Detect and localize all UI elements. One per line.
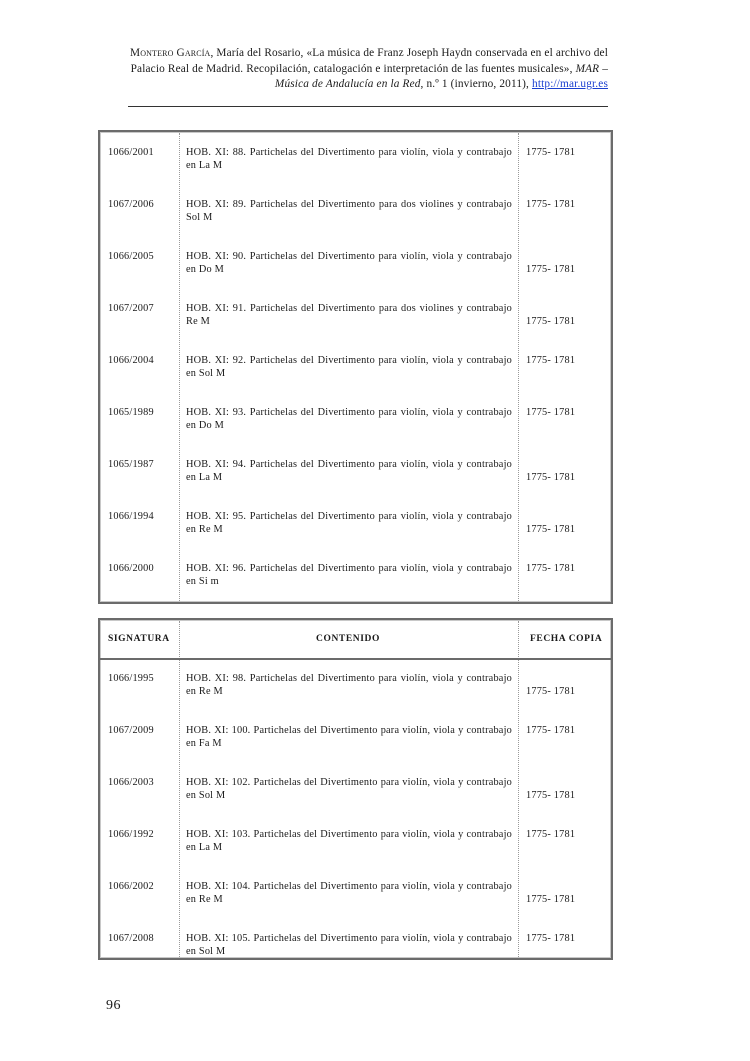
table-row bbox=[100, 406, 611, 458]
signatura-cell: 1066/1992 bbox=[108, 829, 154, 840]
table-row bbox=[100, 250, 611, 302]
journal-link[interactable]: http://mar.ugr.es bbox=[532, 78, 608, 90]
signatura-cell: 1065/1987 bbox=[108, 459, 154, 470]
table-row bbox=[100, 724, 611, 776]
author-surname: Montero García bbox=[130, 47, 211, 59]
fecha-copia-cell: 1775- 1781 bbox=[526, 264, 576, 275]
contenido-cell: HOB. XI: 91. Partichelas del Divertimento para dos violines y contrabajo Re M bbox=[186, 303, 512, 328]
contenido-cell: HOB. XI: 104. Partichelas del Divertimento para violín, viola y contrabajo en Re M bbox=[186, 881, 512, 906]
fecha-copia-cell: 1775- 1781 bbox=[526, 933, 576, 944]
table-row bbox=[100, 354, 611, 406]
signatura-cell: 1067/2009 bbox=[108, 725, 154, 736]
contenido-cell: HOB. XI: 100. Partichelas del Divertimento para violín, viola y contrabajo en Fa M bbox=[186, 725, 512, 750]
fecha-copia-cell: 1775- 1781 bbox=[526, 790, 576, 801]
catalog-table bbox=[98, 618, 613, 960]
catalog-table-continued bbox=[98, 130, 613, 604]
table-row bbox=[100, 672, 611, 724]
contenido-cell: HOB. XI: 93. Partichelas del Divertimento para violín, viola y contrabajo en Do M bbox=[186, 407, 512, 432]
issue-info: , n.º 1 (invierno, 2011), bbox=[420, 78, 533, 90]
signatura-cell: 1066/2005 bbox=[108, 251, 154, 262]
table-row bbox=[100, 146, 611, 198]
fecha-copia-cell: 1775- 1781 bbox=[526, 199, 576, 210]
table-row bbox=[100, 932, 611, 984]
signatura-cell: 1066/2000 bbox=[108, 563, 154, 574]
fecha-copia-cell: 1775- 1781 bbox=[526, 472, 576, 483]
signatura-cell: 1067/2007 bbox=[108, 303, 154, 314]
signatura-cell: 1066/2003 bbox=[108, 777, 154, 788]
contenido-cell: HOB. XI: 95. Partichelas del Divertimento para violín, viola y contrabajo en Re M bbox=[186, 511, 512, 536]
fecha-copia-cell: 1775- 1781 bbox=[526, 355, 576, 366]
signatura-cell: 1066/2004 bbox=[108, 355, 154, 366]
fecha-copia-cell: 1775- 1781 bbox=[526, 725, 576, 736]
fecha-copia-cell: 1775- 1781 bbox=[526, 894, 576, 905]
fecha-copia-cell: 1775- 1781 bbox=[526, 147, 576, 158]
fecha-copia-cell: 1775- 1781 bbox=[526, 407, 576, 418]
table-row bbox=[100, 562, 611, 614]
table-row bbox=[100, 510, 611, 562]
contenido-cell: HOB. XI: 89. Partichelas del Divertimento para dos violines y contrabajo Sol M bbox=[186, 199, 512, 224]
signatura-cell: 1066/1994 bbox=[108, 511, 154, 522]
citation-text: , María del Rosario, «La música de Franz Joseph Haydn conservada en el archivo del Palacio Real de Madrid. Recopilación, catalogación e interpretación de las fuentes musicales», bbox=[130, 47, 608, 75]
column-header-contenido: CONTENIDO bbox=[316, 634, 380, 644]
column-header-signatura: SIGNATURA bbox=[108, 634, 170, 644]
signatura-cell: 1067/2006 bbox=[108, 199, 154, 210]
fecha-copia-cell: 1775- 1781 bbox=[526, 316, 576, 327]
fecha-copia-cell: 1775- 1781 bbox=[526, 563, 576, 574]
header-rule bbox=[128, 106, 608, 107]
contenido-cell: HOB. XI: 103. Partichelas del Divertimento para violín, viola y contrabajo en La M bbox=[186, 829, 512, 854]
table-row bbox=[100, 458, 611, 510]
signatura-cell: 1067/2008 bbox=[108, 933, 154, 944]
signatura-cell: 1066/1995 bbox=[108, 673, 154, 684]
journal-title: MAR – Música de Andalucía en la Red bbox=[274, 62, 608, 90]
contenido-cell: HOB. XI: 92. Partichelas del Divertimento para violín, viola y contrabajo en Sol M bbox=[186, 355, 512, 380]
contenido-cell: HOB. XI: 102. Partichelas del Divertimento para violín, viola y contrabajo en Sol M bbox=[186, 777, 512, 802]
column-header-fecha: FECHA COPIA bbox=[530, 634, 603, 644]
signatura-cell: 1065/1989 bbox=[108, 407, 154, 418]
table-row bbox=[100, 776, 611, 828]
table-row bbox=[100, 302, 611, 354]
page-number: 96 bbox=[106, 998, 121, 1013]
signatura-cell: 1066/2001 bbox=[108, 147, 154, 158]
fecha-copia-cell: 1775- 1781 bbox=[526, 524, 576, 535]
table-header-row bbox=[100, 620, 611, 660]
contenido-cell: HOB. XI: 90. Partichelas del Divertimento para violín, viola y contrabajo en Do M bbox=[186, 251, 512, 276]
table-row bbox=[100, 880, 611, 932]
signatura-cell: 1066/2002 bbox=[108, 881, 154, 892]
table-row bbox=[100, 828, 611, 880]
fecha-copia-cell: 1775- 1781 bbox=[526, 686, 576, 697]
fecha-copia-cell: 1775- 1781 bbox=[526, 829, 576, 840]
contenido-cell: HOB. XI: 105. Partichelas del Divertimento para violín, viola y contrabajo en Sol M bbox=[186, 933, 512, 958]
contenido-cell: HOB. XI: 98. Partichelas del Divertimento para violín, viola y contrabajo en Re M bbox=[186, 673, 512, 698]
contenido-cell: HOB. XI: 96. Partichelas del Divertimento para violín, viola y contrabajo en Si m bbox=[186, 563, 512, 588]
table-row bbox=[100, 198, 611, 250]
contenido-cell: HOB. XI: 88. Partichelas del Divertimento para violín, viola y contrabajo en La M bbox=[186, 147, 512, 172]
running-header bbox=[128, 46, 608, 93]
contenido-cell: HOB. XI: 94. Partichelas del Divertimento para violín, viola y contrabajo en La M bbox=[186, 459, 512, 484]
